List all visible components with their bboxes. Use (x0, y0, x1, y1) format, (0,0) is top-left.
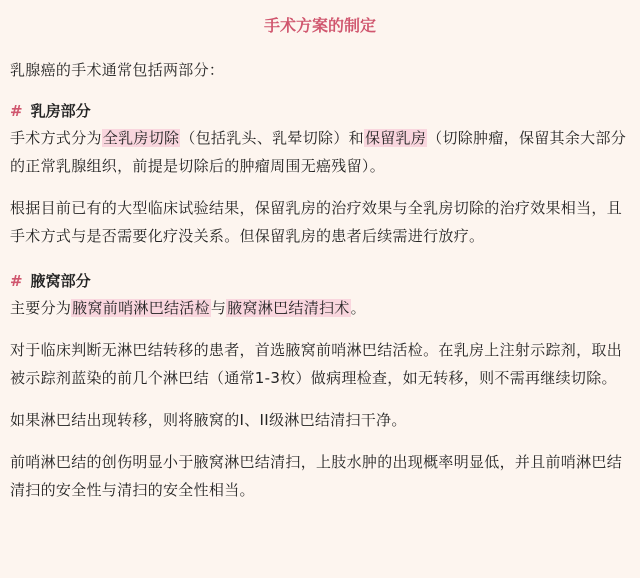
highlight-sentinel-biopsy: 腋窝前哨淋巴结活检 (72, 299, 210, 317)
metastasis-paragraph: 如果淋巴结出现转移，则将腋窝的I、II级淋巴结清扫干净。 (10, 411, 407, 429)
highlight-total-mastectomy: 全乳房切除 (102, 129, 180, 147)
breast-surgery-paragraph (10, 124, 630, 180)
comparison-paragraph: 前哨淋巴结的创伤明显小于腋窝淋巴结清扫，上肢水肿的出现概率明显低，并且前哨淋巴结清扫的安全性与清扫的安全性相当。 (10, 453, 623, 499)
highlight-lymph-dissection: 腋窝淋巴结清扫术 (227, 299, 350, 317)
hash-icon: # (10, 272, 23, 290)
text-run: （切除肿瘤，保留其余大部分的正常乳腺组织，前提是切除后的肿瘤周围无癌残留）。 (10, 129, 627, 175)
hash-icon: # (10, 102, 23, 120)
axilla-surgery-paragraph (10, 294, 630, 322)
clinical-trial-paragraph: 根据目前已有的大型临床试验结果，保留乳房的治疗效果与全乳房切除的治疗效果相当，且手术方式与是否需要化疗没关系。但保留乳房的患者后续需进行放疗。 (10, 199, 623, 245)
section-heading-label: 乳房部分 (30, 102, 91, 120)
text-run: 手术方式分为 (10, 129, 102, 147)
highlight-breast-conserving: 保留乳房 (364, 129, 427, 147)
text-run: 主要分为 (10, 299, 72, 317)
text-run: 。 (350, 299, 366, 317)
sentinel-biopsy-paragraph: 对于临床判断无淋巴结转移的患者，首选腋窝前哨淋巴结活检。在乳房上注射示踪剂，取出被示踪剂蓝染的前几个淋巴结（通常1-3枚）做病理检查，如无转移，则不需再继续切除。 (10, 341, 623, 387)
section-heading-breast (10, 98, 630, 124)
section-heading-label: 腋窝部分 (30, 272, 91, 290)
intro-text: 乳腺癌的手术通常包括两部分： (10, 61, 225, 79)
text-run: （包括乳头、乳晕切除）和 (180, 129, 364, 147)
page-title: 手术方案的制定 (263, 16, 376, 35)
text-run: 与 (210, 299, 227, 317)
section-heading-axilla (10, 268, 630, 294)
